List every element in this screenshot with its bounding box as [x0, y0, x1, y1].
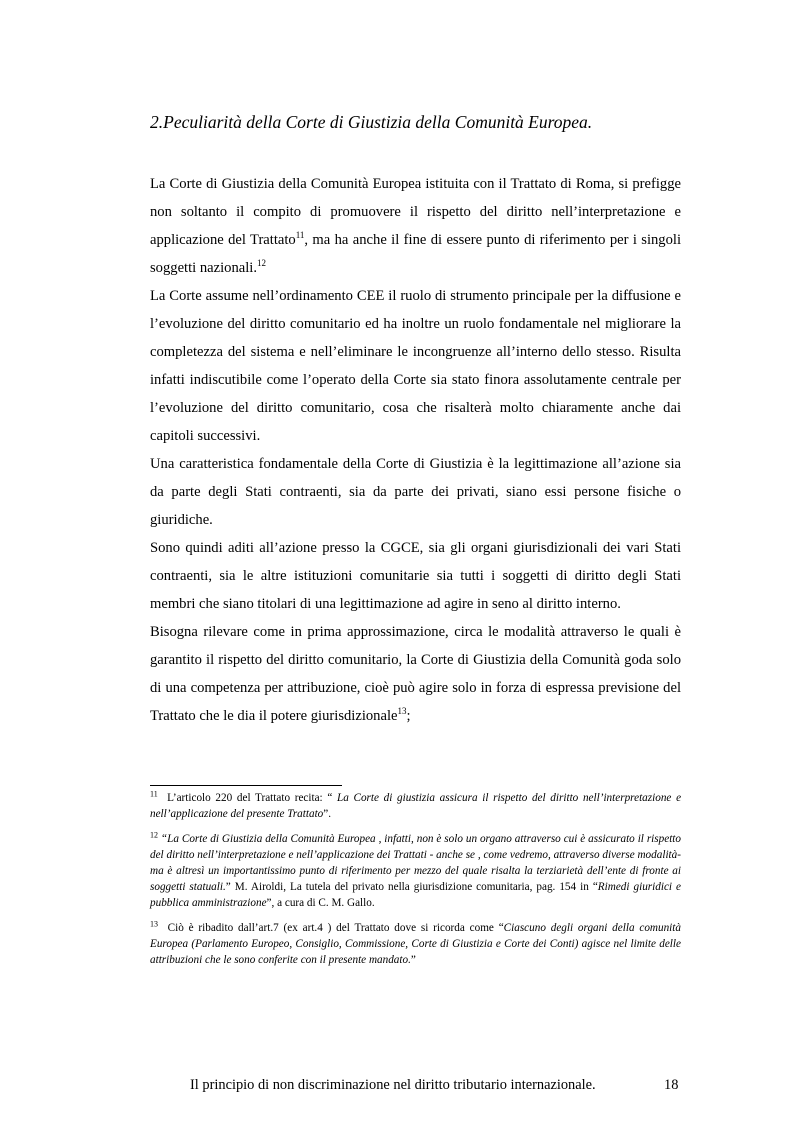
- paragraph-5: [150, 618, 681, 730]
- footnote-book-title: Rimedi giuridici e pubblica amministrazione: [150, 881, 681, 909]
- paragraph-4: Sono quindi aditi all’azione presso la CGCE, sia gli organi giurisdizionali dei vari Stati contraenti, sia le altre istituzioni comunitarie sia tutti i soggetti di diritto degli Stati membri che siano titolari di una legittimazione ad agire in seno al diritto interno.: [150, 540, 681, 612]
- footnote-13: [150, 920, 681, 968]
- paragraph-1-text-b: , ma ha anche il fine di essere punto di riferimento per i singoli soggetti nazionali.: [150, 232, 681, 276]
- paragraph-3: Una caratteristica fondamentale della Corte di Giustizia è la legittimazione all’azione sia da parte degli Stati contraenti, sia da parte dei privati, siano essi persone fisiche o giuridiche.: [150, 456, 681, 528]
- footnote-text: ”: [410, 954, 416, 966]
- paragraph-5-text-a: Bisogna rilevare come in prima approssimazione, circa le modalità attraverso le quali è garantito il rispetto del diritto comunitario, la Corte di Giustizia della Comunità goda solo di una competenza per attribuzione, cioè può agire solo in forza di espressa previsione del Trattato che le dia il potere giurisdizionale: [150, 624, 681, 724]
- footnote-number: 11: [150, 789, 158, 799]
- footnote-number: 13: [150, 919, 158, 929]
- footnote-quote: “La Corte di Giustizia della Comunità Europea , infatti, non è solo un organo attraverso cui è assicurato il rispetto del diritto nell’interpretazione e nell’applicazione dei Trattati - anche se , come vedremo, attraverso diverse modalità- ma è altresì un importantissimo punto di riferimento per mezzo del quale risalta la terziarietà dell’ente di fronte ai soggetti statuali.: [150, 833, 682, 893]
- footnote-quote: Ciascuno degli organi della comunità Europea (Parlamento Europeo, Consiglio, Commissione, Corte di Giustizia e Corte dei Conti) agisce nel limite delle attribuzioni che le sono conferite con il presente mandato.: [150, 922, 681, 966]
- paragraph-2: La Corte assume nell’ordinamento CEE il ruolo di strumento principale per la diffusione e l’evoluzione del diritto comunitario ed ha inoltre un ruolo fondamentale nel migliorare la completezza del sistema e nell’eliminare le incongruenze all’interno dello stesso. Risulta infatti indiscutibile come l’operato della Corte sia stato finora assolutamente centrale per l’evoluzione del diritto comunitario, cosa che risalterà molto chiaramente anche dai capitoli successivi.: [150, 288, 681, 444]
- footnote-text: L’articolo 220 del Trattato recita: “: [167, 792, 333, 804]
- footnote-ref-13[interactable]: 13: [397, 706, 407, 717]
- footnote-ref-11[interactable]: 11: [295, 230, 305, 241]
- footnote-quote: La Corte di giustizia assicura il rispetto del diritto nell’interpretazione e nell’applicazione del presente Trattato: [150, 792, 682, 820]
- footnote-text: ” M. Airoldi, La tutela del privato nella giurisdizione comunitaria, pag. 154 in “: [225, 881, 598, 893]
- footnote-text: Ciò è ribadito dall’art.7 (ex art.4 ) del Trattato dove si ricorda come “: [167, 922, 504, 934]
- section-heading: 2.Peculiarità della Corte di Giustizia della Comunità Europea.: [150, 112, 593, 132]
- paragraph-1-text-a: La Corte di Giustizia della Comunità Europea istituita con il Trattato di Roma, si prefigge non soltanto il compito di promuovere il rispetto del diritto nell’interpretazione e applicazione del Trattato: [150, 176, 681, 248]
- page-number: 18: [664, 1077, 679, 1093]
- footnote-text: ”.: [323, 808, 332, 820]
- body-text: [150, 170, 681, 730]
- footnote-text: ”, a cura di C. M. Gallo.: [266, 897, 375, 909]
- footnote-11: [150, 790, 681, 822]
- paragraph-5-text-b: ;: [406, 708, 411, 724]
- footnote-12: [150, 831, 681, 911]
- paragraph-1: [150, 170, 681, 282]
- footnote-ref-12[interactable]: 12: [257, 258, 266, 269]
- footnotes: [150, 790, 681, 977]
- footnote-number: 12: [150, 830, 158, 840]
- footnote-separator: [150, 785, 342, 786]
- running-footer: Il principio di non discriminazione nel diritto tributario internazionale.: [190, 1077, 596, 1093]
